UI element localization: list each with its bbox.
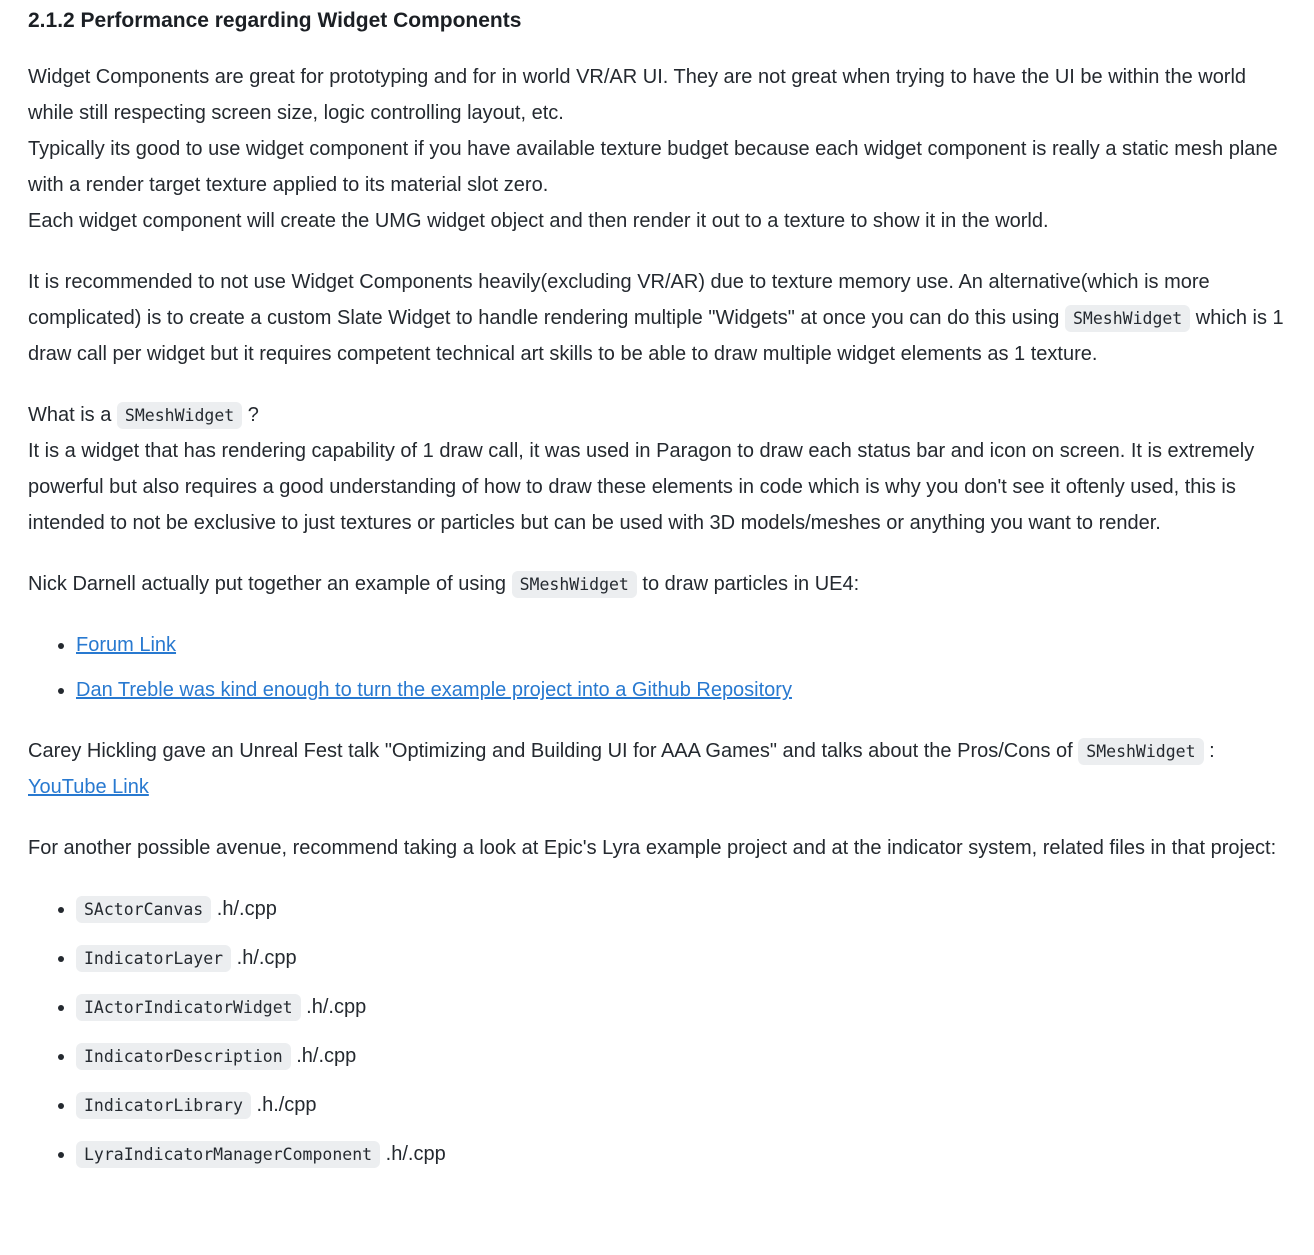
what-is-question-post: ? [242, 404, 259, 427]
example-intro-pre: Nick Darnell actually put together an example of using [28, 573, 512, 596]
what-is-answer: It is a widget that has rendering capability of 1 draw call, it was used in Paragon to draw each status bar and icon on screen. It is extremely powerful but also requires a good understanding of how to draw these elements in code which is why you don't see it oftenly used, this is intended to not be exclusive to just textures or particles but can be used with 3D models/meshes or anything you want to render. [28, 440, 1255, 535]
intro-line-2: Typically its good to use widget component if you have available texture budget because each widget component is really a static mesh plane with a render target texture applied to its material slot zero. [28, 138, 1278, 197]
inline-code-smeshwidget: SMeshWidget [117, 402, 242, 429]
file-list-item [76, 1136, 1284, 1172]
file-list-item [76, 1038, 1284, 1074]
file-list-item [76, 989, 1284, 1025]
intro-line-1: Widget Components are great for prototyping and for in world VR/AR UI. They are not great when trying to have the UI be within the world while still respecting screen size, logic controlling layout, etc. [28, 66, 1247, 125]
github-repository-link[interactable]: Dan Treble was kind enough to turn the example project into a Github Repository [76, 679, 792, 702]
talk-text-pre: Carey Hickling gave an Unreal Fest talk "Optimizing and Building UI for AAA Games" and talks about the Pros/Cons of [28, 740, 1079, 763]
paragraph-what-is-smeshwidget [28, 397, 1284, 541]
paragraph-recommendation [28, 264, 1284, 372]
file-code-sactorcanvas: SActorCanvas [76, 896, 211, 923]
file-suffix: .h/.cpp [300, 996, 367, 1019]
paragraph-example-intro [28, 566, 1284, 602]
inline-code-smeshwidget: SMeshWidget [1065, 305, 1190, 332]
file-code-indicatordescription: IndicatorDescription [76, 1043, 291, 1070]
inline-code-smeshwidget: SMeshWidget [1078, 738, 1203, 765]
paragraph-unreal-fest-talk [28, 733, 1284, 805]
recommendation-text-pre: It is recommended to not use Widget Components heavily(excluding VR/AR) due to texture memory use. An alternative(which is more complicated) is to create a custom Slate Widget to handle rendering multiple "Widgets" at once you can do this using [28, 271, 1210, 330]
talk-text-mid: : [1203, 740, 1215, 763]
inline-code-smeshwidget: SMeshWidget [512, 571, 637, 598]
file-suffix: .h/.cpp [231, 947, 297, 970]
list-item [76, 627, 1284, 663]
example-intro-post: to draw particles in UE4: [636, 573, 860, 596]
file-code-lyraindicatormanagercomponent: LyraIndicatorManagerComponent [76, 1141, 380, 1168]
paragraph-widget-components-intro [28, 59, 1284, 239]
file-suffix: .h./cpp [250, 1094, 317, 1117]
section-heading: 2.1.2 Performance regarding Widget Components [28, 9, 522, 32]
file-suffix: .h/.cpp [290, 1045, 357, 1068]
list-item [76, 672, 1284, 708]
file-suffix: .h/.cpp [211, 898, 277, 921]
forum-link[interactable]: Forum Link [76, 634, 177, 657]
youtube-link[interactable]: YouTube Link [28, 776, 149, 799]
file-suffix: .h/.cpp [380, 1143, 446, 1166]
paragraph-lyra-intro: For another possible avenue, recommend taking a look at Epic's Lyra example project and at the indicator system, related files in that project: [28, 837, 1277, 860]
file-list-item [76, 891, 1284, 927]
file-code-iactorindicatorwidget: IActorIndicatorWidget [76, 994, 301, 1021]
file-list-item [76, 1087, 1284, 1123]
file-list-item [76, 940, 1284, 976]
intro-line-3: Each widget component will create the UMG widget object and then render it out to a texture to show it in the world. [28, 210, 1049, 233]
recommendation-text-post: which is 1 draw call per widget but it requires competent technical art skills to be able to draw multiple widget elements as 1 texture. [28, 307, 1284, 366]
what-is-question-pre: What is a [28, 404, 117, 427]
file-code-indicatorlayer: IndicatorLayer [76, 945, 231, 972]
lyra-files-list [28, 891, 1284, 1172]
file-code-indicatorlibrary: IndicatorLibrary [76, 1092, 251, 1119]
example-links-list [28, 627, 1284, 708]
